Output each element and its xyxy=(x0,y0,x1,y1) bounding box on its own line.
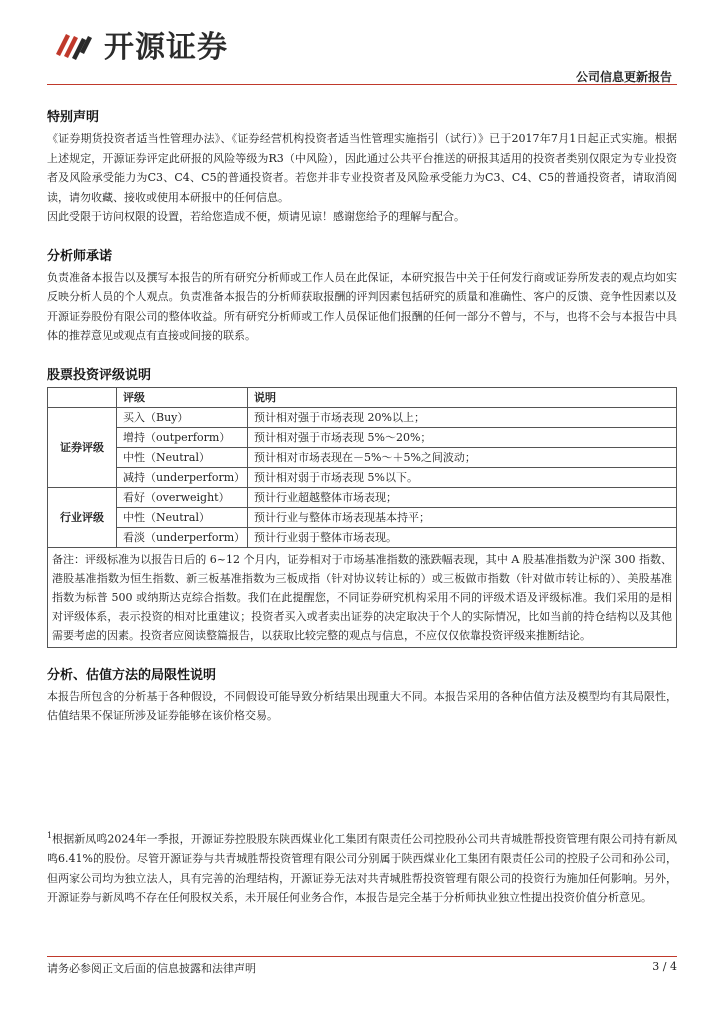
logo-mark-icon xyxy=(52,24,98,64)
company-logo xyxy=(52,22,228,66)
page-number: 3 / 4 xyxy=(652,960,677,973)
main-content xyxy=(47,106,677,744)
table-header-description: 说明 xyxy=(248,387,677,407)
rating-section xyxy=(47,364,677,648)
table-note-row xyxy=(48,547,677,647)
logo-text: 开源证券 xyxy=(104,30,228,65)
rating-table xyxy=(47,387,677,648)
table-header-row xyxy=(48,387,677,407)
header-divider xyxy=(47,84,677,85)
table-row xyxy=(48,447,677,467)
table-row xyxy=(48,427,677,447)
table-row xyxy=(48,527,677,547)
special-statement-section xyxy=(47,106,677,227)
description-cell: 预计行业弱于整体市场表现。 xyxy=(248,527,677,547)
report-type-label: 公司信息更新报告 xyxy=(575,70,672,84)
footnote-marker: 1 xyxy=(47,831,53,840)
footnote xyxy=(47,826,677,908)
description-cell: 预计行业与整体市场表现基本持平； xyxy=(248,507,677,527)
analyst-commitment-paragraph: 负责准备本报告以及撰写本报告的所有研究分析师或工作人员在此保证，本研究报告中关于任何发行商或证券所发表的观点均如实反映分析人员的个人观点。负责准备本报告的分析师获取报酬的评判因素包括研究的质量和准确性、客户的反馈、竞争性因素以及开源证券股份有限公司的整体收益。所有研究分析师或工作人员保证他们报酬的任何一部分不曾与，不与，也将不会与本报告中具体的推荐意见或观点有直接或间接的联系。 xyxy=(47,270,677,342)
rating-note: 备注：评级标准为以报告日后的 6~12 个月内，证券相对于市场基准指数的涨跌幅表现，其中 A 股基准指数为沪深 300 指数、港股基准指数为恒生指数、新三板基准指数为三板成指（针对协议转让标的）或三板做市指数（针对做市转让标的）、美股基准指数为标普 500 或纳斯达克综合指数。我们在此提醒您，不同证券研究机构采用不同的评级术语及评级标准。我们采用的是相对评级体系，表示投资的相对比重建议；投资者买入或者卖出证券的决定取决于个人的实际情况，比如当前的持仓结构以及其他需要考虑的因素。投资者应阅读整篇报告，以获取比较完整的观点与信息，不应仅仅依靠投资评级来推断结论。 xyxy=(48,547,677,647)
rating-cell: 减持（underperform） xyxy=(117,467,248,487)
rating-cell: 看好（overweight） xyxy=(117,487,248,507)
limitations-title: 分析、估值方法的局限性说明 xyxy=(47,667,217,683)
table-row xyxy=(48,407,677,427)
table-row xyxy=(48,507,677,527)
special-statement-paragraph-1: 《证券期货投资者适当性管理办法》、《证券经营机构投资者适当性管理实施指引（试行）》已于2017年7月1日起正式实施。根据上述规定，开源证券评定此研报的风险等级为R3（中风险），因此通过公共平台推送的研报其适用的投资者类别仅限定为专业投资者及风险承受能力为C3、C4、C5的普通投资者。若您并非专业投资者及风险承受能力为C3、C4、C5的普通投资者，请取消阅读，请勿收藏、接收或使用本研报中的任何信息。 xyxy=(47,132,677,204)
table-row xyxy=(48,487,677,507)
industry-rating-category: 行业评级 xyxy=(48,487,117,547)
footnote-text: 根据新凤鸣2024年一季报，开源证券控股股东陕西煤业化工集团有限责任公司控股孙公司共青城胜帮投资管理有限公司持有新凤鸣6.41%的股份。尽管开源证券与共青城胜帮投资管理有限公司分别属于陕西煤业化工集团有限责任公司的控股子公司和孙公司，但两家公司均为独立法人，具有完善的治理结构，开源证券无法对共青城胜帮投资管理有限公司的投资行为施加任何影响。另外，开源证券与新凤鸣不存在任何股权关系，未开展任何业务合作，本报告是完全基于分析师执业独立性提出投资价值分析意见。 xyxy=(47,832,677,905)
table-row xyxy=(48,467,677,487)
page-header xyxy=(0,0,724,82)
rating-table-title: 股票投资评级说明 xyxy=(47,367,152,383)
stock-rating-category: 证券评级 xyxy=(48,407,117,487)
rating-cell: 看淡（underperform） xyxy=(117,527,248,547)
description-cell: 预计相对市场表现在－5%～＋5%之间波动； xyxy=(248,447,677,467)
special-statement-paragraph-2: 因此受限于访问权限的设置，若给您造成不便，烦请见谅！感谢您给予的理解与配合。 xyxy=(47,210,465,223)
limitations-paragraph: 本报告所包含的分析基于各种假设，不同假设可能导致分析结果出现重大不同。本报告采用的各种估值方法及模型均有其局限性，估值结果不保证所涉及证券能够在该价格交易。 xyxy=(47,689,677,722)
rating-cell: 买入（Buy） xyxy=(117,407,248,427)
description-cell: 预计相对强于市场表现 5%～20%； xyxy=(248,427,677,447)
rating-cell: 增持（outperform） xyxy=(117,427,248,447)
rating-cell: 中性（Neutral） xyxy=(117,507,248,527)
description-cell: 预计相对弱于市场表现 5%以下。 xyxy=(248,467,677,487)
analyst-commitment-section xyxy=(47,245,677,346)
analyst-commitment-title: 分析师承诺 xyxy=(47,248,113,264)
table-header-rating: 评级 xyxy=(117,387,248,407)
footer-disclaimer: 请务必参阅正文后面的信息披露和法律声明 xyxy=(47,962,256,975)
limitations-section xyxy=(47,664,677,726)
special-statement-title: 特别声明 xyxy=(47,110,100,125)
footer-divider xyxy=(47,956,677,957)
description-cell: 预计相对强于市场表现 20%以上； xyxy=(248,407,677,427)
table-header-empty xyxy=(48,387,117,407)
description-cell: 预计行业超越整体市场表现； xyxy=(248,487,677,507)
rating-cell: 中性（Neutral） xyxy=(117,447,248,467)
